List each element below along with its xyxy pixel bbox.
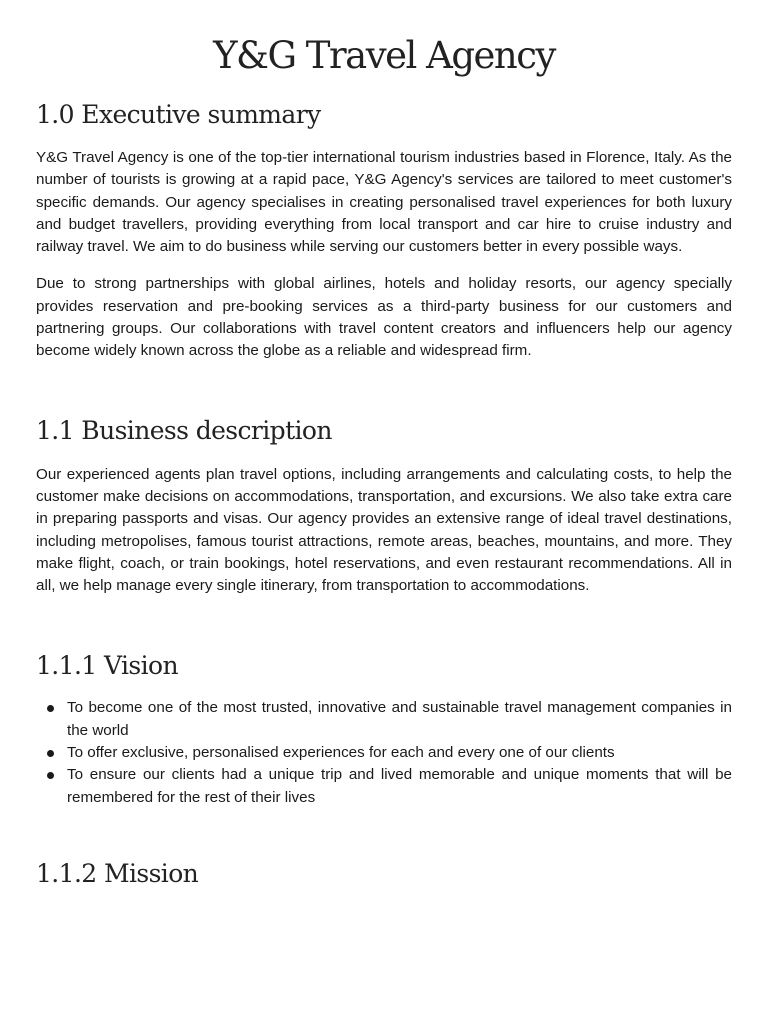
vision-item <box>36 697 732 742</box>
mission-heading: 1.1.2 Mission <box>36 858 199 888</box>
bullet-icon <box>47 750 54 757</box>
vision-item-text: To ensure our clients had a unique trip and lived memorable and unique moments that will be remembered for the rest of their lives <box>67 766 732 806</box>
vision-item <box>36 742 732 764</box>
executive-summary-paragraph-2: Due to strong partnerships with global airlines, hotels and holiday resorts, our agency specially provides reservation and pre-booking services as a third-party business for our customers and partnering groups. Our collaborations with travel content creators and influencers help our agency become widely known across the globe as a reliable and widespread firm. <box>36 275 732 360</box>
document-title: Y&G Travel Agency <box>213 34 555 77</box>
business-description-heading: 1.1 Business description <box>36 415 332 445</box>
vision-item-text: To become one of the most trusted, innovative and sustainable travel management companies in the world <box>67 699 732 739</box>
vision-list <box>36 697 732 808</box>
vision-heading: 1.1.1 Vision <box>36 651 178 681</box>
bullet-icon <box>47 772 54 779</box>
vision-item-text: To offer exclusive, personalised experiences for each and every one of our clients <box>67 744 615 762</box>
business-description-paragraph: Our experienced agents plan travel options, including arrangements and calculating costs, to help the customer make decisions on accommodations, transportation, and excursions. We also take extra care in preparing passports and visas. Our agency provides an extensive range of ideal travel destinations, including metropolises, famous tourist attractions, remote areas, beaches, mountains, and more. They make flight, coach, or train bookings, hotel reservations, and even restaurant recommendations. All in all, we help manage every single itinerary, from transportation to accommodations. <box>36 465 732 595</box>
executive-summary-paragraph-1: Y&G Travel Agency is one of the top-tier international tourism industries based in Florence, Italy. As the number of tourists is growing at a rapid pace, Y&G Agency's services are tailored to meet customer's specific demands. Our agency specialises in creating personalised travel experiences for both luxury and budget travellers, providing everything from local transport and car hire to cruise industry and railway travel. We aim to do business while serving our customers better in every possible ways. <box>36 149 732 256</box>
bullet-icon <box>47 705 54 712</box>
vision-item <box>36 764 732 809</box>
executive-summary-heading: 1.0 Executive summary <box>36 100 321 129</box>
